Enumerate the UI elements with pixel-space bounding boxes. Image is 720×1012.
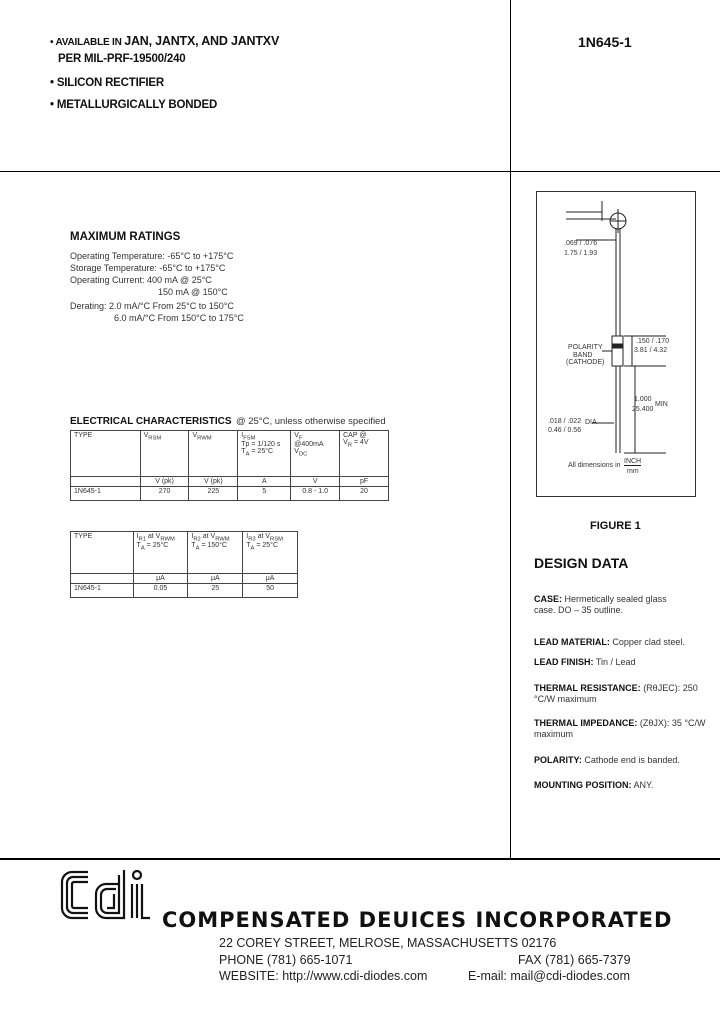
cathode-band (612, 344, 623, 348)
design-item-thermal-impedance: THERMAL IMPEDANCE: (ZθJX): 35 °C/W maximum (534, 718, 706, 739)
design-item-lead-finish: LEAD FINISH: Tin / Lead (534, 657, 636, 667)
figure-unit-in: INCH (624, 458, 642, 465)
lead-len-min: MIN (655, 401, 668, 408)
design-item-polarity: POLARITY: Cathode end is banded. (534, 755, 680, 765)
t1-head-ifsm: $I_{FSM}$ Tp = 1/120 s $T_A = 25^\circ C$ (238, 431, 291, 477)
company-address: 22 COREY STREET, MELROSE, MASSACHUSETTS 02176 (219, 936, 557, 950)
t2-head-type: TYPE (71, 532, 134, 574)
company-name: COMPENSATED DEUICES INCORPORATED (162, 908, 673, 932)
dim-body-dia-in: .069 / .076 (564, 240, 598, 247)
dim-body-len-mm: 3.81 / 4.32 (634, 347, 668, 354)
footer-divider (0, 858, 720, 860)
rating-operating-current: Operating Current: 400 mA @ 25°C (70, 275, 212, 285)
rating-operating-current-2: 150 mA @ 150°C (158, 287, 228, 297)
lead-dia2-mm: 0.46 / 0.56 (548, 427, 582, 434)
bullet-availability: • AVAILABLE IN JAN, JANTX, AND JANTXV (50, 34, 280, 48)
t1-head-type: TYPE (71, 431, 141, 477)
band-label: BAND (573, 352, 593, 359)
t2-head-ir2: $I_{R2}$ at $V_{RWM}$ $T_A = 150^\circ C$ (188, 532, 243, 574)
t1-units-row: V (pk) V (pk) A V pF (71, 477, 389, 487)
diode-body (612, 336, 623, 366)
bullet-mil-spec: PER MIL-PRF-19500/240 (58, 53, 186, 65)
figure-caption: FIGURE 1 (590, 520, 641, 532)
max-ratings-title: MAXIMUM RATINGS (70, 231, 181, 243)
design-item-mounting: MOUNTING POSITION: ANY. (534, 780, 654, 790)
t2-head-ir1: $I_{R1}$ at $V_{RWM}$ $T_A = 25^\circ C$ (133, 532, 188, 574)
rating-derating-1: Derating: 2.0 mA/°C From 25°C to 150°C (70, 301, 234, 311)
design-item-case: CASE: Hermetically sealed glass case. DO – 35 outline. (534, 594, 667, 615)
header-divider (0, 171, 720, 172)
design-item-lead-material: LEAD MATERIAL: Copper clad steel. (534, 637, 685, 647)
bullet-metallurgically-bonded: • METALLURGICALLY BONDED (50, 99, 218, 111)
diode-drawing (536, 191, 696, 497)
t1-head-cap: CAP @ $V_R = 4V$ (340, 431, 389, 477)
design-data-title: DESIGN DATA (534, 555, 629, 571)
company-fax: FAX (781) 665-7379 (518, 953, 631, 967)
company-phone: PHONE (781) 665-1071 (219, 953, 353, 967)
dim-body-len-in: .150 / .170 (636, 338, 670, 345)
elec-title: ELECTRICAL CHARACTERISTICS @ 25°C, unless otherwise specified (70, 416, 386, 427)
company-email[interactable]: E-mail: mail@cdi-diodes.com (468, 969, 631, 983)
lead-len-in: 1.000 (634, 396, 652, 403)
elec-table-1 (70, 430, 389, 501)
lead-dia2-in: .018 / .022 (548, 418, 582, 425)
polarity-label: POLARITY (568, 344, 603, 351)
dim-body-dia-mm: 1.75 / 1.93 (564, 250, 598, 257)
dia-symbol: DIA (585, 419, 597, 426)
design-item-thermal-resistance: THERMAL RESISTANCE: (RθJEC): 250 °C/W maximum (534, 683, 698, 704)
company-website[interactable]: WEBSITE: http://www.cdi-diodes.com (219, 969, 428, 983)
figure-note: All dimensions in (568, 462, 621, 469)
t1-head-vrwm: $V_{RWM}$ (189, 431, 238, 477)
lead-len-mm: 25.400 (632, 406, 654, 413)
t1-data-row: 1N645-1 270 225 5 0.8 - 1.0 20 (71, 487, 389, 501)
t1-head-vf: $V_F$ @400mA $V_{DC}$ (291, 431, 340, 477)
right-column-divider (510, 172, 511, 858)
t2-head-ir3: $I_{R3}$ at $V_{RSM}$ $T_A = 25^\circ C$ (243, 532, 298, 574)
rating-storage-temp: Storage Temperature: -65°C to +175°C (70, 263, 226, 273)
rating-operating-temp: Operating Temperature: -65°C to +175°C (70, 251, 234, 261)
rating-derating-2: 6.0 mA/°C From 150°C to 175°C (114, 313, 244, 323)
part-number: 1N645-1 (578, 34, 632, 50)
t1-head-vrsm: $V_{RSM}$ (140, 431, 189, 477)
top-divider-vertical (510, 0, 511, 172)
t2-units-row: μA μA μA (71, 574, 298, 584)
elec-table-2 (70, 531, 298, 598)
t2-data-row: 1N645-1 0.05 25 50 (71, 584, 298, 598)
bullet-silicon-rectifier: • SILICON RECTIFIER (50, 77, 164, 89)
figure-unit-mm: mm (627, 468, 639, 475)
cathode-label: (CATHODE) (566, 359, 605, 366)
cdi-logo (58, 866, 158, 924)
